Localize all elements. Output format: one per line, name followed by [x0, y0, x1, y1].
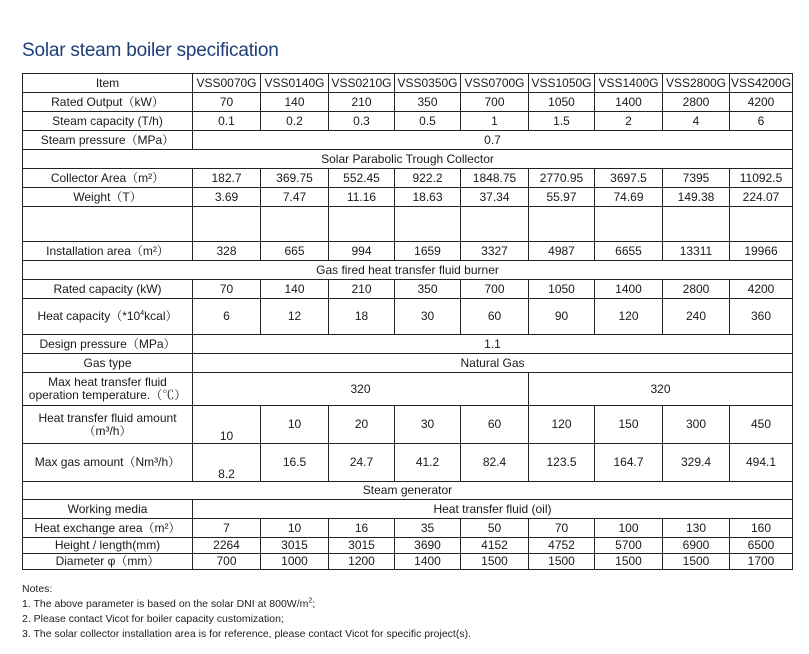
- value-cell: 350: [395, 280, 461, 299]
- heat-capacity-label-pre: Heat capacity（*10: [37, 309, 141, 323]
- value-cell: 1400: [595, 280, 663, 299]
- value-cell: 0.7: [193, 131, 793, 150]
- value-cell: Natural Gas: [193, 354, 793, 373]
- fluid-amount-label-line1: Heat transfer fluid amount: [38, 410, 177, 425]
- value-cell: 60: [461, 406, 529, 444]
- notes: [22, 582, 471, 642]
- table-row-rated-output: [23, 93, 793, 112]
- note-2: 2. Please contact Vicot for boiler capacity customization;: [22, 613, 284, 625]
- table-row-steam-pressure: [23, 131, 793, 150]
- row-label: [23, 406, 193, 444]
- empty-cell: [23, 207, 193, 242]
- value-cell: 320: [529, 373, 793, 406]
- value-cell: 300: [663, 406, 730, 444]
- value-cell: 74.69: [595, 188, 663, 207]
- section-header-steam: [23, 482, 793, 500]
- model-cell: VSS1400G: [595, 74, 663, 93]
- value-cell: 6500: [730, 538, 793, 554]
- model-cell: VSS2800G: [663, 74, 730, 93]
- value-cell: 700: [461, 280, 529, 299]
- value-cell: 4: [663, 112, 730, 131]
- value-cell: 18: [329, 299, 395, 335]
- table-row-design-pressure: [23, 335, 793, 354]
- empty-cell: [261, 207, 329, 242]
- value-cell: 6: [730, 112, 793, 131]
- table-row-max-gas: [23, 444, 793, 482]
- heat-capacity-label-post: kcal）: [144, 309, 178, 323]
- table-row-diameter: [23, 554, 793, 570]
- value-cell: 2800: [663, 93, 730, 112]
- value-cell: 7: [193, 519, 261, 538]
- value-cell: 11092.5: [730, 169, 793, 188]
- section-header-collector: [23, 150, 793, 169]
- row-label: [23, 299, 193, 335]
- table-row-blank: [23, 207, 793, 242]
- table-row-height-length: [23, 538, 793, 554]
- value-cell: 1500: [595, 554, 663, 570]
- row-label: Steam capacity (T/h): [23, 112, 193, 131]
- empty-cell: [329, 207, 395, 242]
- max-temp-label-line2: operation temperature.（℃）: [28, 388, 187, 402]
- value-cell: 55.97: [529, 188, 595, 207]
- value-cell: 224.07: [730, 188, 793, 207]
- row-label: Installation area（m²）: [23, 242, 193, 261]
- model-cell: VSS0350G: [395, 74, 461, 93]
- table-row-fluid-amount: [23, 406, 793, 444]
- value-cell: 4200: [730, 93, 793, 112]
- value-cell: 150: [595, 406, 663, 444]
- empty-cell: [595, 207, 663, 242]
- table-row-working-media: [23, 500, 793, 519]
- page-title: Solar steam boiler specification: [22, 40, 279, 61]
- value-cell: 4752: [529, 538, 595, 554]
- fluid-amount-label-line2: （m³/h）: [83, 423, 132, 438]
- value-cell: 37.34: [461, 188, 529, 207]
- value-cell: 2770.95: [529, 169, 595, 188]
- value-cell: 240: [663, 299, 730, 335]
- row-label: Design pressure（MPa）: [23, 335, 193, 354]
- value-cell: 30: [395, 299, 461, 335]
- value-cell: 1: [461, 112, 529, 131]
- value-cell: 2264: [193, 538, 261, 554]
- value-cell: 3015: [261, 538, 329, 554]
- value-cell: 8.2: [193, 444, 261, 482]
- value-cell: 5700: [595, 538, 663, 554]
- value-cell: 1500: [663, 554, 730, 570]
- table-row-collector-area: [23, 169, 793, 188]
- value-cell: 320: [193, 373, 529, 406]
- value-cell: 665: [261, 242, 329, 261]
- value-cell: 700: [193, 554, 261, 570]
- value-cell: 35: [395, 519, 461, 538]
- row-label: Diameter φ（mm）: [23, 554, 193, 570]
- value-cell: 1848.75: [461, 169, 529, 188]
- value-cell: 18.63: [395, 188, 461, 207]
- table-row-gas-type: [23, 354, 793, 373]
- table-row-heat-capacity: [23, 299, 793, 335]
- value-cell: 922.2: [395, 169, 461, 188]
- model-cell: VSS0210G: [329, 74, 395, 93]
- value-cell: 70: [193, 280, 261, 299]
- value-cell: 120: [529, 406, 595, 444]
- value-cell: 10: [261, 519, 329, 538]
- value-cell: 210: [329, 93, 395, 112]
- empty-cell: [663, 207, 730, 242]
- value-cell: 82.4: [461, 444, 529, 482]
- row-label: [23, 373, 193, 406]
- section-title: Gas fired heat transfer fluid burner: [23, 261, 793, 280]
- value-cell: 90: [529, 299, 595, 335]
- value-cell: 3697.5: [595, 169, 663, 188]
- value-cell: 16.5: [261, 444, 329, 482]
- value-cell: 700: [461, 93, 529, 112]
- value-cell: 1400: [395, 554, 461, 570]
- value-cell: 450: [730, 406, 793, 444]
- note-3: 3. The solar collector installation area is for reference, please contact Vicot for specific project(s).: [22, 628, 471, 640]
- row-label: Heat exchange area（m²）: [23, 519, 193, 538]
- note-1-text: 1. The above parameter is based on the solar DNI at 800W/m: [22, 598, 309, 610]
- value-cell: 20: [329, 406, 395, 444]
- value-cell: 3.69: [193, 188, 261, 207]
- value-cell: 1.5: [529, 112, 595, 131]
- value-cell: 130: [663, 519, 730, 538]
- value-cell: 328: [193, 242, 261, 261]
- spec-table: [22, 73, 793, 570]
- value-cell: 30: [395, 406, 461, 444]
- value-cell: 100: [595, 519, 663, 538]
- value-cell: 41.2: [395, 444, 461, 482]
- value-cell: 50: [461, 519, 529, 538]
- row-label: Height / length(mm): [23, 538, 193, 554]
- model-cell: VSS0140G: [261, 74, 329, 93]
- notes-heading: Notes:: [22, 583, 53, 595]
- value-cell: 4152: [461, 538, 529, 554]
- empty-cell: [395, 207, 461, 242]
- model-cell: VSS1050G: [529, 74, 595, 93]
- value-cell: 11.16: [329, 188, 395, 207]
- value-cell: 60: [461, 299, 529, 335]
- max-temp-label-line1: Max heat transfer fluid: [48, 375, 167, 389]
- value-cell: 7395: [663, 169, 730, 188]
- value-cell: 6900: [663, 538, 730, 554]
- value-cell: 6655: [595, 242, 663, 261]
- value-cell: 16: [329, 519, 395, 538]
- note-1: [22, 597, 471, 612]
- value-cell: 4200: [730, 280, 793, 299]
- row-label: Collector Area（m²）: [23, 169, 193, 188]
- value-cell: 160: [730, 519, 793, 538]
- value-cell: 1050: [529, 93, 595, 112]
- value-cell: 182.7: [193, 169, 261, 188]
- row-label: Steam pressure（MPa）: [23, 131, 193, 150]
- table-row-models: [23, 74, 793, 93]
- value-cell: 0.3: [329, 112, 395, 131]
- value-cell: 494.1: [730, 444, 793, 482]
- value-cell: 0.2: [261, 112, 329, 131]
- value-cell: 0.1: [193, 112, 261, 131]
- note-1-end: ;: [312, 598, 316, 610]
- value-cell: 994: [329, 242, 395, 261]
- model-cell: VSS0070G: [193, 74, 261, 93]
- value-cell: 70: [529, 519, 595, 538]
- value-cell: 10: [261, 406, 329, 444]
- heat-capacity-label-sup: 4: [140, 310, 145, 317]
- row-label: Gas type: [23, 354, 193, 373]
- row-label: Weight（T）: [23, 188, 193, 207]
- value-cell: 1000: [261, 554, 329, 570]
- model-cell: VSS0700G: [461, 74, 529, 93]
- row-label: Working media: [23, 500, 193, 519]
- value-cell: 210: [329, 280, 395, 299]
- value-cell: 24.7: [329, 444, 395, 482]
- value-cell: 120: [595, 299, 663, 335]
- table-row-rated-capacity: [23, 280, 793, 299]
- value-cell: 6: [193, 299, 261, 335]
- value-cell: 10: [193, 406, 261, 444]
- value-cell: Heat transfer fluid (oil): [193, 500, 793, 519]
- note-1-sup: 2: [308, 597, 313, 605]
- empty-cell: [730, 207, 793, 242]
- value-cell: 1400: [595, 93, 663, 112]
- value-cell: 3015: [329, 538, 395, 554]
- value-cell: 4987: [529, 242, 595, 261]
- value-cell: 123.5: [529, 444, 595, 482]
- value-cell: 12: [261, 299, 329, 335]
- value-cell: 1.1: [193, 335, 793, 354]
- value-cell: 2800: [663, 280, 730, 299]
- value-cell: 360: [730, 299, 793, 335]
- value-cell: 369.75: [261, 169, 329, 188]
- value-cell: 1700: [730, 554, 793, 570]
- value-cell: 329.4: [663, 444, 730, 482]
- value-cell: 19966: [730, 242, 793, 261]
- value-cell: 2: [595, 112, 663, 131]
- model-cell: VSS4200G: [730, 74, 793, 93]
- row-label: Rated Output（kW）: [23, 93, 193, 112]
- value-cell: 0.5: [395, 112, 461, 131]
- value-cell: 7.47: [261, 188, 329, 207]
- value-cell: 1050: [529, 280, 595, 299]
- value-cell: 140: [261, 93, 329, 112]
- empty-cell: [461, 207, 529, 242]
- value-cell: 1659: [395, 242, 461, 261]
- value-cell: 3690: [395, 538, 461, 554]
- section-header-burner: [23, 261, 793, 280]
- value-cell: 149.38: [663, 188, 730, 207]
- value-cell: 164.7: [595, 444, 663, 482]
- item-header: Item: [23, 74, 193, 93]
- table-row-heat-exchange-area: [23, 519, 793, 538]
- section-title: Steam generator: [23, 482, 793, 500]
- value-cell: 350: [395, 93, 461, 112]
- table-row-weight: [23, 188, 793, 207]
- value-cell: 3327: [461, 242, 529, 261]
- value-cell: 13311: [663, 242, 730, 261]
- table-row-max-temp: [23, 373, 793, 406]
- row-label: Max gas amount（Nm³/h）: [23, 444, 193, 482]
- row-label: Rated capacity (kW): [23, 280, 193, 299]
- value-cell: 1500: [529, 554, 595, 570]
- table-row-installation-area: [23, 242, 793, 261]
- value-cell: 70: [193, 93, 261, 112]
- value-cell: 1200: [329, 554, 395, 570]
- empty-cell: [193, 207, 261, 242]
- value-cell: 552.45: [329, 169, 395, 188]
- empty-cell: [529, 207, 595, 242]
- section-title: Solar Parabolic Trough Collector: [23, 150, 793, 169]
- value-cell: 140: [261, 280, 329, 299]
- value-cell: 1500: [461, 554, 529, 570]
- table-row-steam-capacity: [23, 112, 793, 131]
